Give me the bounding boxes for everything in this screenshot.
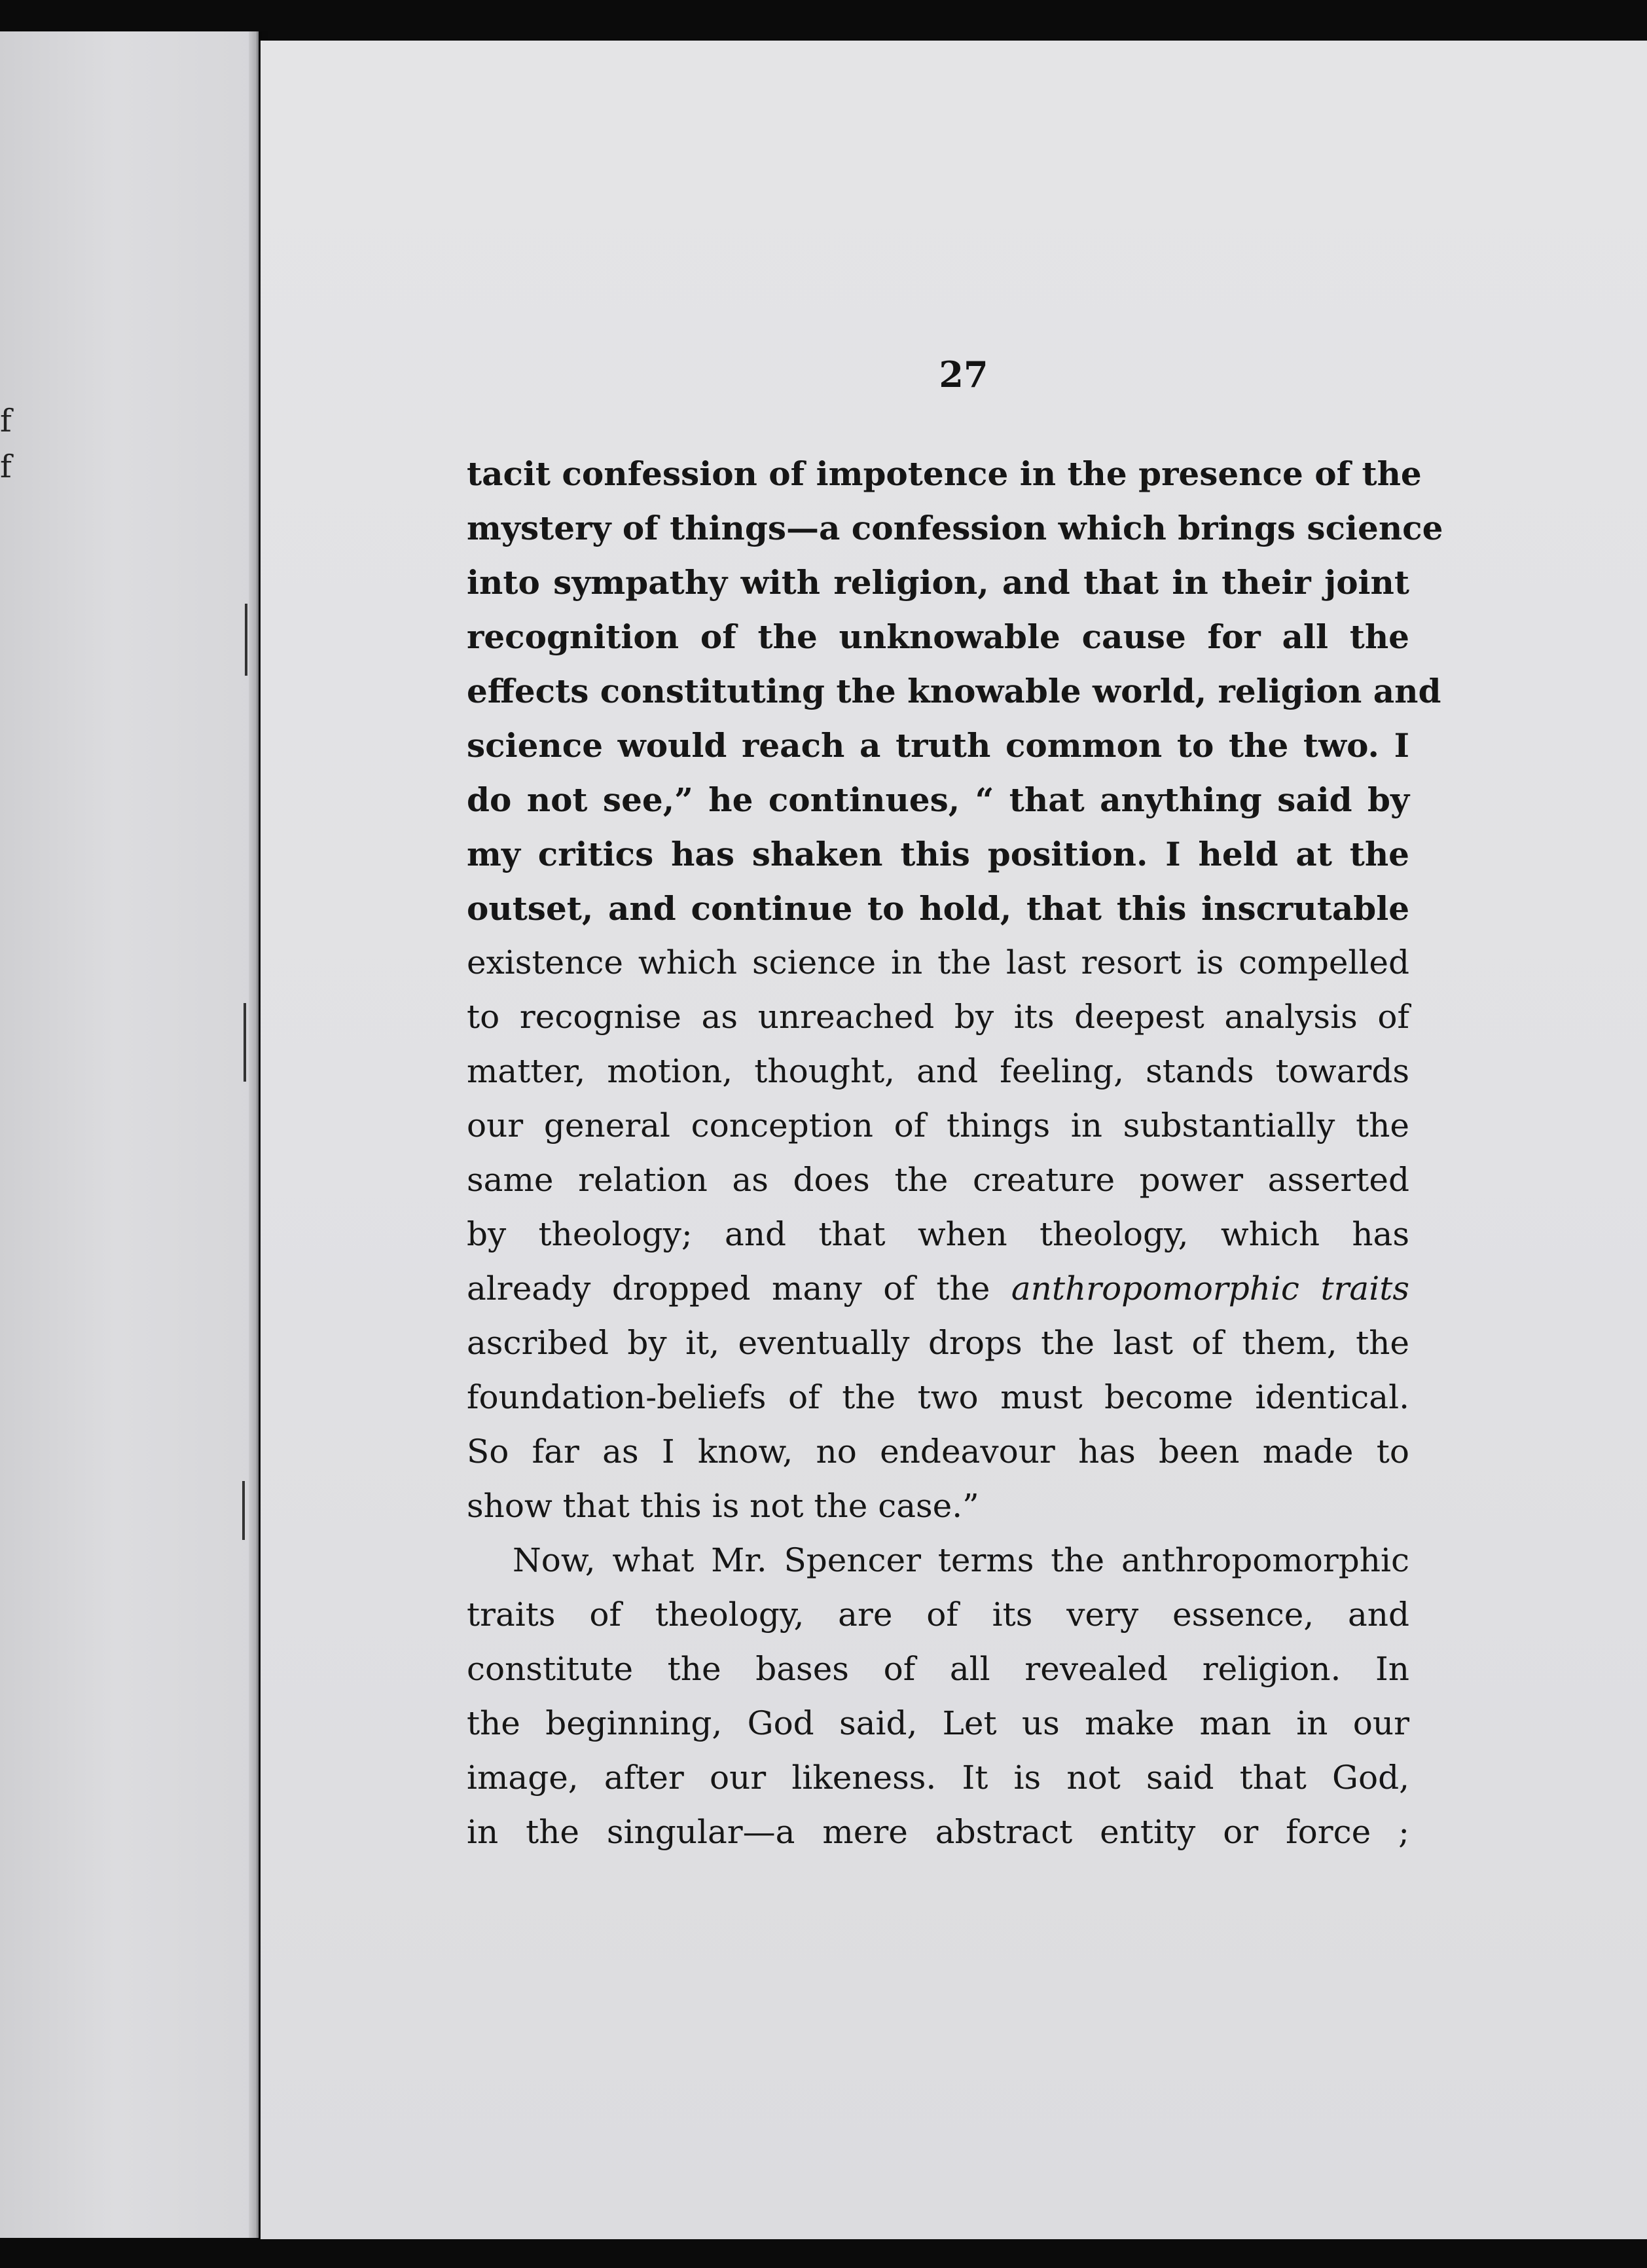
text-line: the beginning, God said, Let us make man in our [467, 1704, 1409, 1742]
text-line: tacit confession of impotence in the presence of the [467, 454, 1422, 493]
gutter-line [257, 31, 259, 2238]
text-line: in the singular—a mere abstract entity or force ; [467, 1813, 1409, 1851]
text-line-mixed [467, 1262, 1409, 1316]
page-number: 27 [939, 354, 988, 395]
text-line: into sympathy with religion, and that in their joint [467, 563, 1409, 602]
left-page-edge [0, 31, 259, 2238]
text-line: matter, motion, thought, and feeling, stands towards [467, 1052, 1409, 1090]
text-line: image, after our likeness. It is not said that God, [467, 1759, 1409, 1797]
text-line: to recognise as unreached by its deepest analysis of [467, 998, 1409, 1036]
text-line: same relation as does the creature power asserted [467, 1161, 1409, 1199]
text-line: our general conception of things in substantially the [467, 1107, 1409, 1144]
text-line: do not see,” he continues, “ that anything said by [467, 780, 1409, 819]
text-line: existence which science in the last resort is compelled [467, 943, 1409, 981]
text-run: already dropped many of the [467, 1270, 990, 1308]
text-line: by theology; and that when theology, which has [467, 1215, 1409, 1253]
text-line: recognition of the unknowable cause for all the [467, 617, 1409, 656]
italic-phrase: anthropomorphic traits [1011, 1270, 1409, 1308]
margin-mark: f [0, 448, 12, 485]
binding-tick [244, 1003, 246, 1082]
text-line: my critics has shaken this position. I held at the [467, 835, 1409, 873]
left-margin-marks [0, 398, 12, 490]
text-line: show that this is not the case.” [467, 1487, 979, 1525]
text-line: Now, what Mr. Spencer terms the anthropomorphic [513, 1541, 1409, 1579]
right-page [261, 41, 1647, 2239]
text-line: constitute the bases of all revealed religion. In [467, 1650, 1409, 1688]
text-line: outset, and continue to hold, that this inscrutable [467, 889, 1409, 928]
text-line: foundation-beliefs of the two must become identical. [467, 1378, 1409, 1416]
binding-tick [245, 604, 247, 676]
text-line: mystery of things—a confession which brings science [467, 509, 1443, 547]
margin-mark: f [0, 403, 12, 439]
text-line: ascribed by it, eventually drops the last of them, the [467, 1324, 1409, 1362]
text-line: effects constituting the knowable world, religion and [467, 672, 1441, 710]
body-text [467, 447, 1443, 1859]
binding-tick [242, 1481, 245, 1540]
text-line: So far as I know, no endeavour has been made to [467, 1433, 1409, 1471]
text-line: traits of theology, are of its very essence, and [467, 1596, 1409, 1634]
text-line: science would reach a truth common to the two. I [467, 726, 1409, 765]
